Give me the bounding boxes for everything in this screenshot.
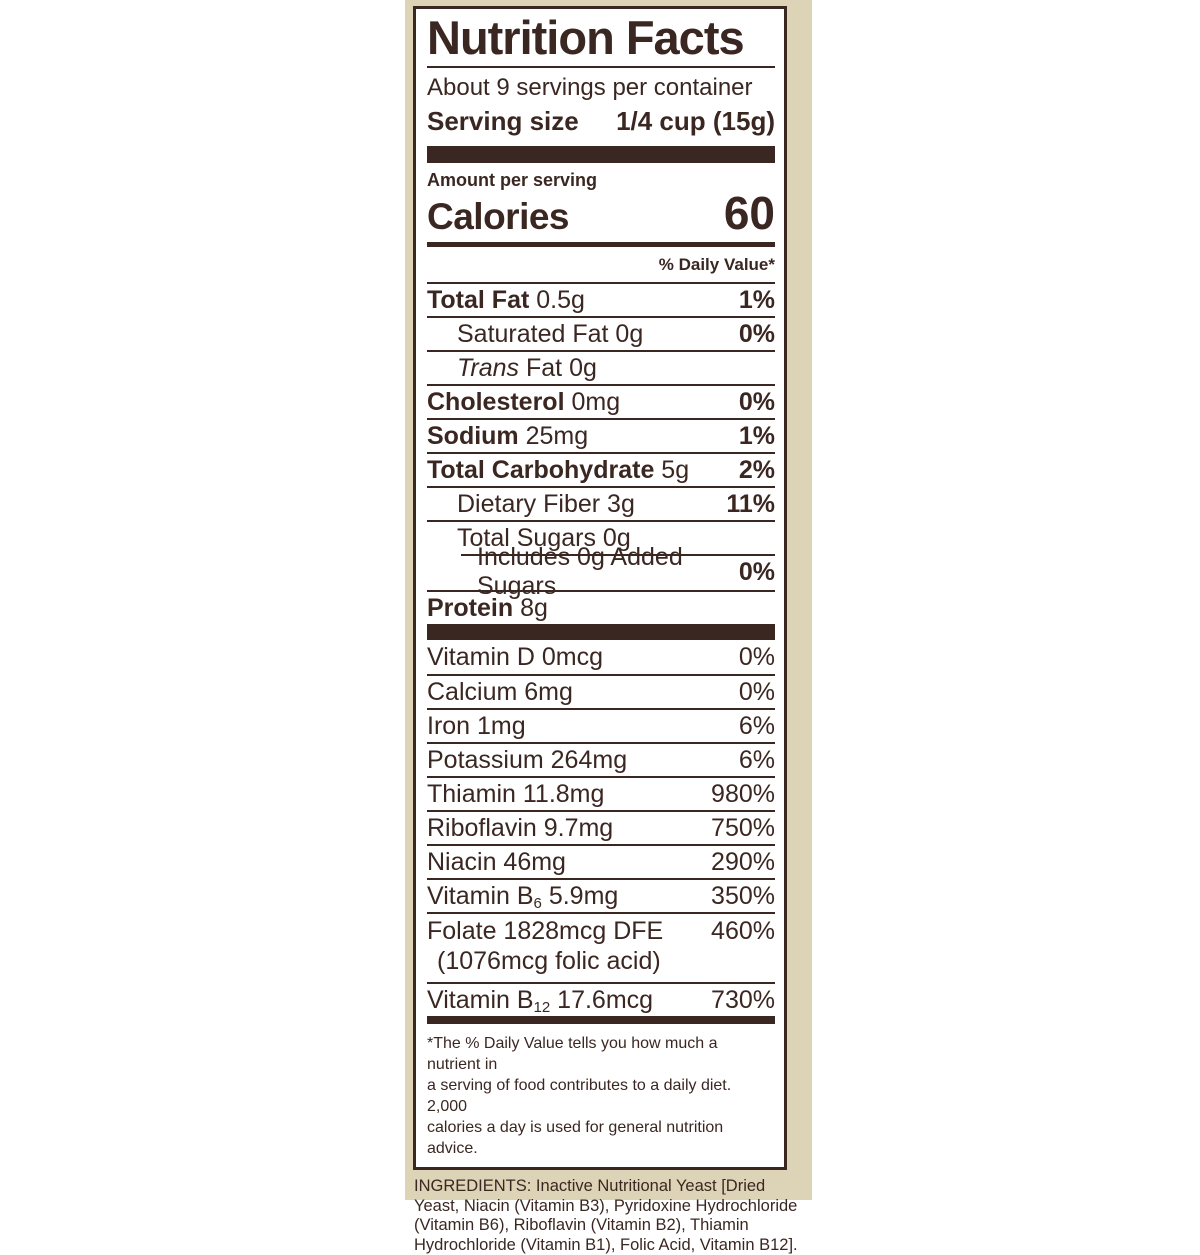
nutrient-row-total-carbohydrate	[427, 452, 775, 486]
servings-per-container: About 9 servings per container	[427, 74, 753, 101]
daily-value-header: % Daily Value*	[658, 255, 775, 274]
vitamin-name: Vitamin D 0mcg	[427, 642, 603, 671]
vitamin-row-vitamin-b6	[427, 878, 775, 912]
vitamin-name: Vitamin $B_6$ 5.9mg	[427, 881, 619, 912]
vitamin-name: Calcium 6mg	[427, 677, 573, 706]
daily-value-footnote: *The % Daily Value tells you how much a nutrient in a serving of food contributes to a daily diet. 2,000 calories a day is used for general nutrition advice.	[427, 1035, 732, 1157]
vitamin-row-potassium	[427, 742, 775, 776]
vitamin-daily-value: 0%	[738, 677, 775, 706]
nutrient-name: Cholesterol 0mg	[427, 387, 621, 416]
vitamin-name: Vitamin $B_{12}$ 17.6mcg	[427, 985, 654, 1016]
vitamin-row-riboflavin	[427, 810, 775, 844]
section-divider-bar	[427, 624, 775, 640]
calories-label: Calories	[427, 196, 570, 237]
vitamin-name: Riboflavin 9.7mg	[427, 813, 614, 842]
ingredients-text: INGREDIENTS: Inactive Nutritional Yeast [Dried Yeast, Niacin (Vitamin B3), Pyridoxine Hydrochloride (Vitamin B6), Riboflavin (Vitamin B2), Thiamin Hydrochloride (Vitamin B1), Folic Acid, Vitamin B12].	[414, 1177, 798, 1254]
nutrient-daily-value: 2%	[738, 455, 775, 484]
nutrient-row-dietary-fiber	[427, 486, 775, 520]
nutrient-daily-value: 1%	[738, 421, 775, 450]
nutrient-daily-value: 11%	[726, 489, 775, 518]
nutrient-daily-value: 0%	[738, 387, 775, 416]
vitamin-name: Thiamin 11.8mg	[427, 779, 605, 808]
vitamin-name: Folate 1828mcg DFE	[427, 917, 664, 945]
serving-size-label: Serving size	[427, 106, 579, 136]
nutrient-name: Trans Fat 0g	[457, 353, 597, 382]
vitamin-name: Potassium 264mg	[427, 745, 628, 774]
nutrient-row-sodium	[427, 418, 775, 452]
panel-title: Nutrition Facts	[427, 11, 744, 64]
vitamin-daily-value: 730%	[711, 985, 775, 1014]
nutrient-name: Dietary Fiber 3g	[457, 489, 635, 518]
vitamin-daily-value: 750%	[711, 813, 775, 842]
nutrient-row-saturated-fat	[427, 316, 775, 350]
nutrient-row-trans-fat	[427, 350, 775, 384]
vitamin-row-calcium	[427, 674, 775, 708]
amount-per-serving-label: Amount per serving	[427, 170, 598, 190]
vitamin-daily-value: 6%	[738, 745, 775, 774]
section-divider-bar	[427, 1016, 775, 1024]
vitamin-daily-value: 0%	[738, 642, 775, 671]
vitamin-row-folate	[427, 912, 775, 982]
nutrient-name: Total Sugars 0g	[457, 523, 631, 552]
nutrition-facts-panel	[413, 6, 787, 1170]
product-label-background	[405, 0, 812, 1254]
nutrient-daily-value: 1%	[738, 285, 775, 314]
nutrient-daily-value: 0%	[738, 319, 775, 348]
vitamin-row-vitamin-d	[427, 640, 775, 674]
nutrient-row-added-sugars	[427, 543, 775, 600]
vitamin-row-vitamin-b12	[427, 982, 775, 1016]
nutrient-name: Includes 0g Added Sugars	[477, 543, 683, 600]
calories-row	[427, 187, 775, 242]
vitamin-daily-value: 350%	[711, 881, 775, 910]
nutrient-name: Total Fat 0.5g	[427, 285, 585, 314]
vitamin-name: Niacin 46mg	[427, 847, 566, 876]
vitamin-name-line2: (1076mcg folic acid)	[437, 947, 661, 975]
nutrient-row-cholesterol	[427, 384, 775, 418]
nutrient-name: Sodium 25mg	[427, 421, 589, 450]
calories-value: 60	[723, 187, 775, 239]
vitamin-name: Iron 1mg	[427, 711, 526, 740]
nutrient-name: Saturated Fat 0g	[457, 319, 644, 348]
vitamin-daily-value: 6%	[738, 711, 775, 740]
nutrient-name: Protein 8g	[427, 593, 548, 622]
nutrient-daily-value: 0%	[738, 557, 775, 586]
vitamin-row-niacin	[427, 844, 775, 878]
vitamin-row-iron	[427, 708, 775, 742]
nutrient-row-total-fat	[427, 282, 775, 316]
vitamin-daily-value: 980%	[711, 779, 775, 808]
section-divider-bar	[427, 146, 775, 163]
vitamin-row-thiamin	[427, 776, 775, 810]
vitamin-daily-value: 290%	[711, 847, 775, 876]
nutrient-name: Total Carbohydrate 5g	[427, 455, 690, 484]
serving-size-row	[427, 103, 775, 146]
vitamin-daily-value: 460%	[711, 917, 775, 945]
serving-size-value: 1/4 cup (15g)	[616, 106, 775, 136]
